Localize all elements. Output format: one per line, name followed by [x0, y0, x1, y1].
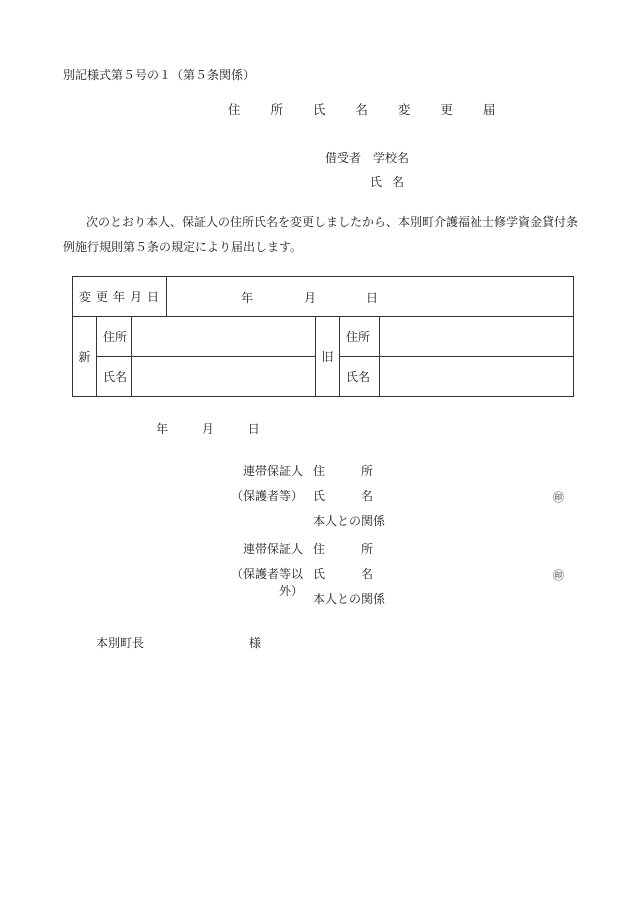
document-title: 住 所 氏 名 変 更 届 [228, 102, 509, 117]
addressee-honorific: 様 [249, 636, 262, 650]
submission-month: 月 [201, 422, 214, 436]
change-date-label: 変更年月日 [73, 277, 167, 317]
guarantor-2-seal-icon: ㊞ [553, 569, 564, 582]
old-name-field[interactable] [380, 357, 574, 397]
new-address-label: 住所 [97, 317, 132, 357]
change-table [72, 276, 574, 397]
body-text: 次のとおり本人、保証人の住所氏名を変更しましたから、本別町介護福祉士修学資金貸付条例施行規則第５条の規定により届出します。 [63, 215, 579, 254]
borrower-name-label: 氏名 [370, 175, 415, 189]
new-address-field[interactable] [132, 317, 316, 357]
guarantor-1-name-label: 氏 名 [313, 489, 374, 503]
guarantor-2-title: 連帯保証人 [242, 542, 303, 556]
submission-day: 日 [247, 422, 260, 436]
guarantor-2-subtitle: （保護者等以外） [230, 567, 303, 598]
guarantor-2-block [218, 540, 578, 615]
new-name-label: 氏名 [97, 357, 132, 397]
form-id: 別記様式第５号の１（第５条関係） [63, 68, 256, 82]
borrower-label: 借受者 [325, 151, 362, 165]
guarantor-1-address-label: 住 所 [313, 464, 374, 478]
guarantor-2-name-label: 氏 名 [313, 567, 374, 581]
old-address-field[interactable] [380, 317, 574, 357]
guarantor-1-subtitle: （保護者等） [230, 489, 303, 503]
change-date-field[interactable] [167, 277, 574, 317]
addressee [96, 634, 261, 651]
guarantor-2-address-label: 住 所 [313, 542, 374, 556]
change-date-day: 日 [366, 291, 379, 305]
change-date-year: 年 [241, 291, 254, 305]
old-address-label: 住所 [340, 317, 380, 357]
guarantor-1-seal-icon: ㊞ [553, 491, 564, 504]
change-date-month: 月 [304, 291, 317, 305]
borrower-block [325, 146, 414, 194]
guarantor-2-relation-label: 本人との関係 [313, 592, 386, 606]
submission-date [156, 420, 290, 437]
guarantor-1-block [218, 462, 578, 537]
old-label: 旧 [316, 317, 340, 397]
guarantor-1-title: 連帯保証人 [242, 464, 303, 478]
guarantor-1-relation-label: 本人との関係 [313, 514, 386, 528]
school-name-label: 学校名 [373, 151, 410, 165]
new-label: 新 [73, 317, 97, 397]
new-name-field[interactable] [132, 357, 316, 397]
old-name-label: 氏名 [340, 357, 380, 397]
submission-year: 年 [156, 422, 169, 436]
addressee-name: 本別町長 [96, 636, 145, 650]
